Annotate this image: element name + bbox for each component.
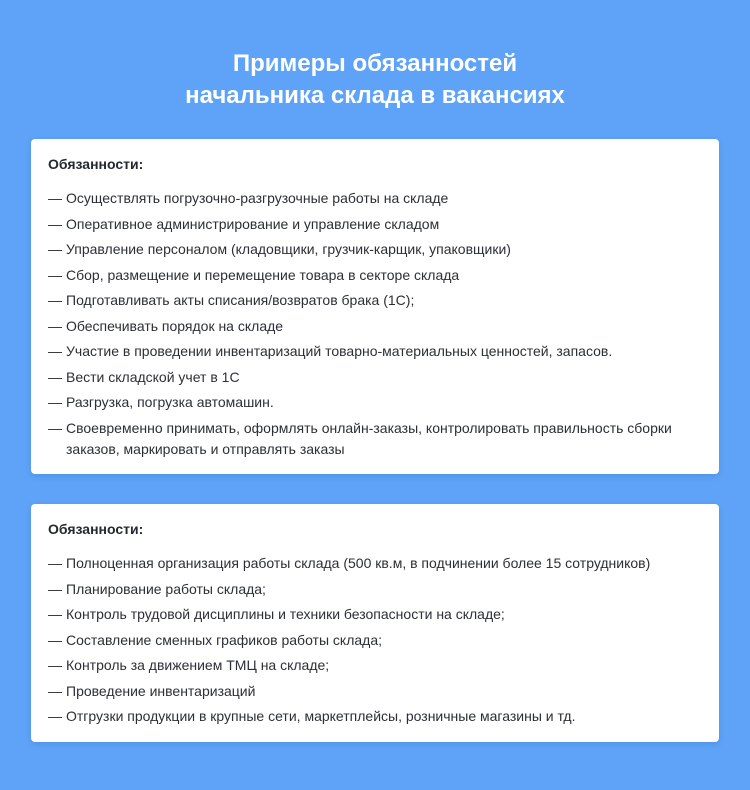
list-item (48, 316, 701, 337)
list-item-text: Контроль трудовой дисциплины и техники безопасности на складе; (66, 606, 505, 622)
list-item-text: Планирование работы склада; (66, 580, 266, 597)
dash-marker: — (48, 631, 62, 648)
list-item (48, 553, 701, 574)
list-item-text: Управление персоналом (кладовщики, грузчик-карщик, упаковщики) (66, 241, 511, 257)
dash-marker: — (48, 215, 62, 232)
list-item (48, 418, 701, 460)
list-item (48, 630, 701, 651)
dash-marker: — (48, 394, 62, 410)
page-title-line-2: начальника склада в вакансиях (185, 82, 565, 109)
dash-marker: — (48, 555, 62, 571)
list-item-text: Оперативное администрирование и управление складом (66, 215, 440, 232)
page-title-line-1: Примеры обязанностей (232, 50, 518, 77)
list-item-text: Вести складской учет в 1С (66, 368, 240, 385)
list-item (48, 214, 701, 235)
list-item-text: Подготавливать акты списания/возвратов брака (1С); (66, 292, 415, 308)
dash-marker: — (48, 292, 62, 308)
list-item-text: Отгрузки продукции в крупные сети, маркетплейсы, розничные магазины и тд. (66, 708, 576, 724)
dash-marker: — (48, 419, 62, 436)
card-heading: Обязанности: (48, 156, 144, 172)
dash-marker: — (48, 266, 62, 283)
dash-marker: — (48, 317, 62, 334)
dash-marker: — (48, 368, 62, 385)
list-item (48, 239, 701, 260)
list-item (48, 579, 701, 600)
duties-card-1 (31, 139, 719, 474)
list-item (48, 604, 701, 625)
duties-list (48, 188, 701, 460)
dash-marker: — (48, 343, 62, 359)
dash-marker: — (48, 708, 62, 724)
list-item (48, 188, 701, 209)
dash-marker: — (48, 190, 62, 206)
dash-marker: — (48, 682, 62, 699)
list-item-text: Полноценная организация работы склада (500 кв.м, в подчинении более 15 сотрудников) (66, 555, 651, 571)
list-item-text: Своевременно принимать, оформлять онлайн-заказы, контролировать правильность сборки заказов, маркировать и отправлять заказы (66, 419, 672, 457)
list-item-text: Осуществлять погрузочно-разгрузочные работы на складе (66, 190, 449, 206)
card-heading: Обязанности: (48, 521, 144, 537)
dash-marker: — (48, 606, 62, 622)
list-item (48, 341, 701, 362)
list-item (48, 706, 701, 727)
list-item (48, 681, 701, 702)
dash-marker: — (48, 241, 62, 257)
list-item-text: Обеспечивать порядок на складе (66, 317, 284, 334)
list-item-text: Составление сменных графиков работы склада; (66, 631, 382, 648)
list-item-text: Разгрузка, погрузка автомашин. (66, 394, 274, 410)
list-item (48, 367, 701, 388)
list-item (48, 290, 701, 311)
page-title (0, 48, 750, 112)
duties-card-2 (31, 504, 719, 742)
list-item (48, 392, 701, 413)
dash-marker: — (48, 657, 62, 673)
list-item-text: Проведение инвентаризаций (66, 682, 256, 699)
list-item-text: Участие в проведении инвентаризаций товарно-материальных ценностей, запасов. (66, 343, 613, 359)
duties-list (48, 553, 701, 727)
dash-marker: — (48, 580, 62, 597)
list-item (48, 265, 701, 286)
list-item (48, 655, 701, 676)
list-item-text: Контроль за движением ТМЦ на складе; (66, 657, 330, 673)
list-item-text: Сбор, размещение и перемещение товара в секторе склада (66, 266, 460, 283)
